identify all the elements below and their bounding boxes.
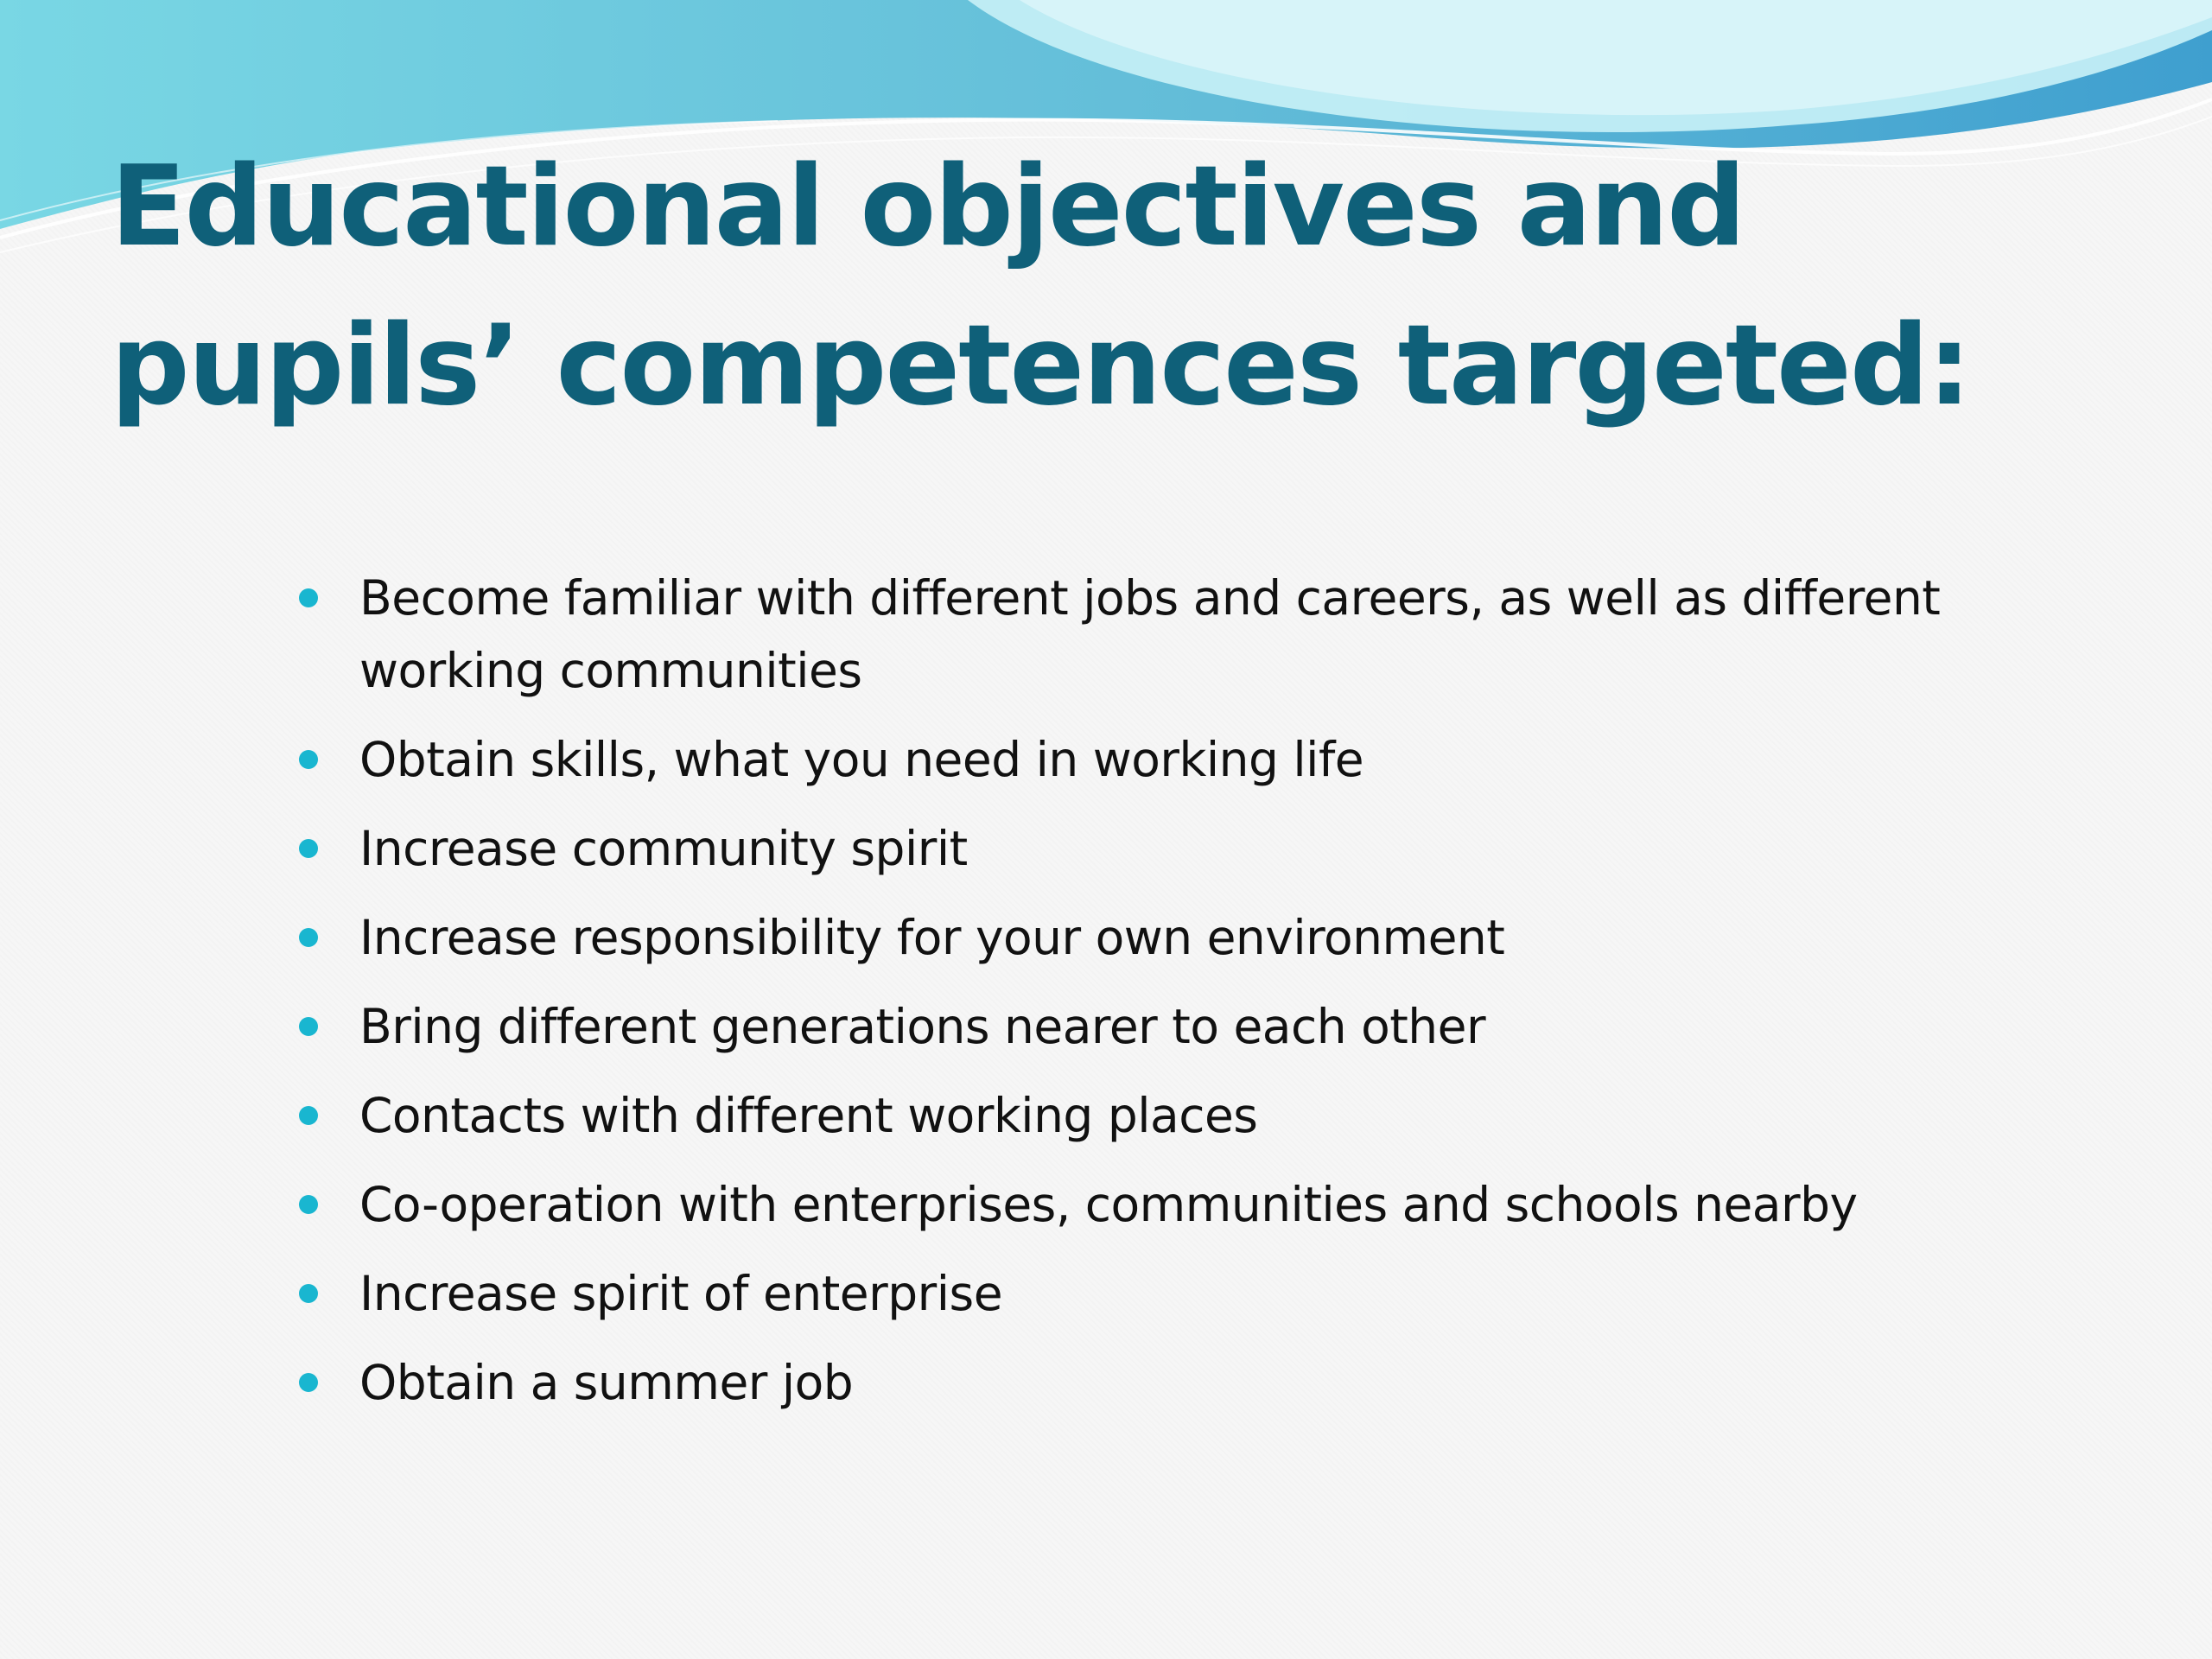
- list-item-text: Co-operation with enterprises, communities and schools nearby: [359, 1177, 1858, 1232]
- bullet-dot-icon: [299, 1373, 318, 1392]
- bullet-dot-icon: [299, 1106, 318, 1125]
- list-item-text: Contacts with different working places: [359, 1088, 1258, 1143]
- list-item: [294, 990, 2022, 1063]
- bullet-dot-icon: [299, 928, 318, 947]
- list-item-text: Bring different generations nearer to each other: [359, 999, 1486, 1054]
- bullet-dot-icon: [299, 1284, 318, 1303]
- list-item-text: Become familiar with different jobs and careers, as well as different working communities: [359, 570, 1941, 698]
- bullet-dot-icon: [299, 588, 318, 607]
- bullet-dot-icon: [299, 1017, 318, 1036]
- bullet-dot-icon: [299, 1195, 318, 1214]
- list-item: [294, 1346, 2022, 1419]
- list-item: [294, 723, 2022, 796]
- list-item-text: Increase spirit of enterprise: [359, 1266, 1003, 1321]
- bullet-dot-icon: [299, 839, 318, 858]
- list-item: [294, 562, 2022, 707]
- list-item-text: Increase responsibility for your own environment: [359, 910, 1505, 965]
- list-item: [294, 1168, 2022, 1241]
- objectives-list: [294, 562, 2022, 1435]
- list-item-text: Obtain skills, what you need in working life: [359, 732, 1364, 787]
- list-item-text: Obtain a summer job: [359, 1355, 854, 1410]
- bullet-dot-icon: [299, 750, 318, 769]
- list-item-text: Increase community spirit: [359, 821, 968, 876]
- list-item: [294, 1257, 2022, 1330]
- list-item: [294, 812, 2022, 885]
- list-item: [294, 1079, 2022, 1152]
- slide-title: Educational objectives and pupils’ competences targeted:: [111, 143, 1970, 430]
- list-item: [294, 901, 2022, 974]
